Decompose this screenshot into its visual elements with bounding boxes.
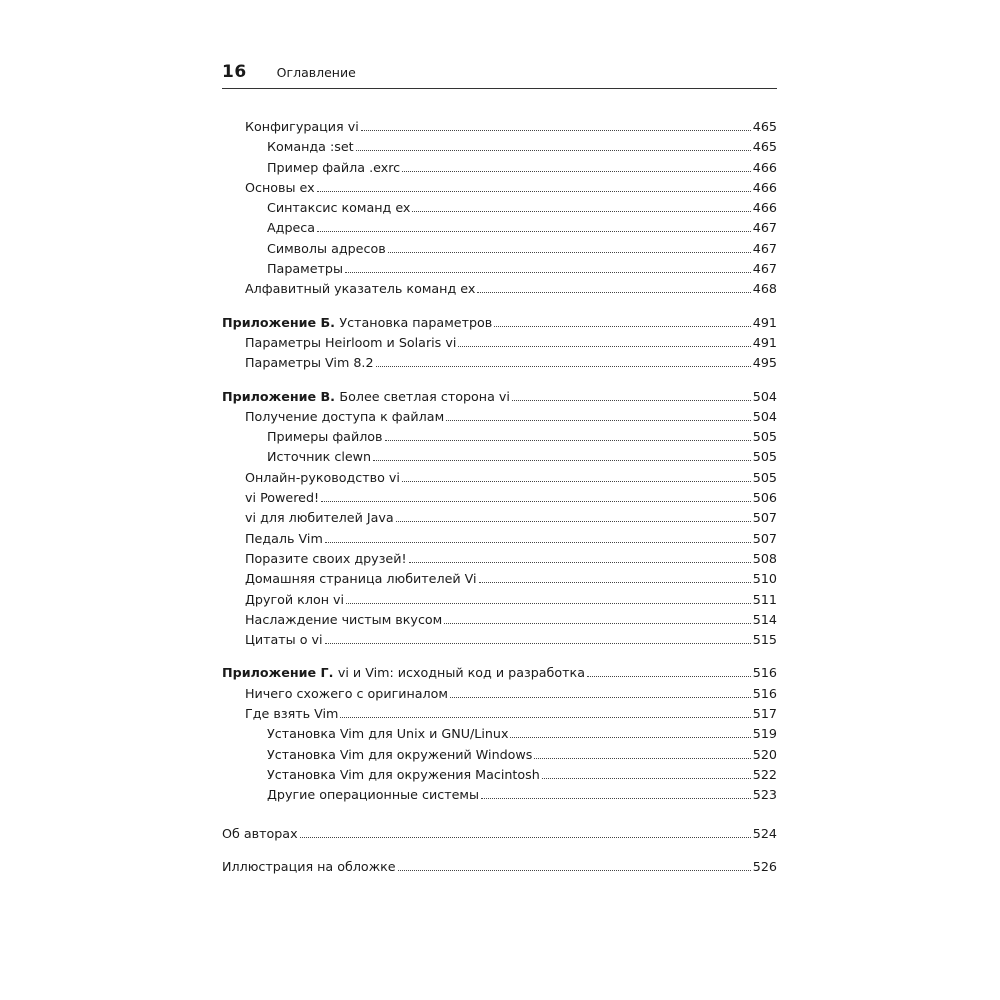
toc-entry-title: Пример файла .exrc: [267, 159, 401, 175]
toc-entry: [222, 158, 777, 178]
toc-page-number: 504: [752, 408, 777, 424]
toc-entry: [222, 427, 777, 447]
dot-leader: [402, 171, 751, 172]
toc-page-number: 506: [752, 490, 777, 506]
dot-leader: [534, 758, 750, 759]
toc-entry: [222, 387, 777, 407]
toc-entry-title: Получение доступа к файлам: [245, 408, 445, 424]
toc-entry-title: Параметры Vim 8.2: [245, 355, 374, 371]
toc-page-number: 510: [752, 571, 777, 587]
dot-leader: [481, 798, 751, 799]
toc-page-number: 466: [752, 159, 777, 175]
dot-leader: [402, 481, 751, 482]
toc-entry-title: Конфигурация vi: [245, 119, 359, 134]
toc-page-number: 522: [752, 766, 777, 782]
dot-leader: [356, 150, 751, 151]
dot-leader: [444, 623, 751, 624]
toc-entry-title: Онлайн-руководство vi: [245, 469, 400, 485]
dot-leader: [388, 252, 751, 253]
toc-entry: [222, 724, 777, 744]
dot-leader: [346, 603, 751, 604]
toc-entry: [222, 259, 777, 279]
toc-page-number: 516: [752, 685, 777, 701]
toc-entry: [222, 857, 777, 877]
dot-leader: [494, 326, 751, 327]
dot-leader: [385, 440, 751, 441]
toc-entry-label: Приложение Б.: [222, 314, 340, 330]
toc-entry: [222, 137, 777, 157]
toc-entry: [222, 488, 777, 508]
toc-entry: [222, 529, 777, 549]
toc-page-number: 515: [752, 632, 777, 648]
toc-entry-title: Цитаты о vi: [245, 632, 323, 648]
toc-entry: [222, 663, 777, 683]
toc-entry-title: Установка Vim для окружения Macintosh: [267, 766, 540, 782]
toc-page-number: 466: [752, 200, 777, 216]
toc-page-number: 511: [752, 591, 777, 607]
toc-entry-title: vi Powered!: [245, 490, 320, 506]
dot-leader: [587, 676, 751, 677]
toc-page-number: 504: [752, 388, 777, 404]
toc-entry-title: Иллюстрация на обложке: [222, 858, 396, 874]
dot-leader: [373, 460, 751, 461]
toc-page-number: 466: [752, 179, 777, 195]
toc-page-number: 505: [752, 449, 777, 465]
dot-leader: [361, 130, 751, 131]
toc-page-number: 491: [752, 334, 777, 350]
toc-entry: [222, 745, 777, 765]
toc-page-number: 495: [752, 355, 777, 371]
toc-entry-title: Параметры: [267, 261, 343, 277]
dot-leader: [409, 562, 751, 563]
toc-entry: [222, 785, 777, 805]
toc-page-number: 465: [752, 119, 777, 134]
toc-entry-title: Об авторах: [222, 825, 298, 841]
toc-entry-title: vi для любителей Java: [245, 510, 394, 526]
toc-entry: [222, 630, 777, 650]
dot-leader: [477, 292, 750, 293]
toc-entry-title: Ничего схожего с оригиналом: [245, 685, 448, 701]
toc-entry-title: Синтаксис команд ex: [267, 200, 411, 216]
toc-entry: [222, 468, 777, 488]
toc-page-number: 505: [752, 469, 777, 485]
toc-entry-title: Адреса: [267, 220, 316, 236]
toc-entry: [222, 333, 777, 353]
toc-page-number: 516: [752, 665, 777, 681]
toc-entry: [222, 610, 777, 630]
dot-leader: [325, 643, 751, 644]
toc-entry-title: Где взять Vim: [245, 706, 339, 722]
dot-leader: [450, 697, 751, 698]
dot-leader: [412, 211, 750, 212]
dot-leader: [510, 737, 750, 738]
toc-entry: [222, 407, 777, 427]
toc-page-number: 523: [752, 787, 777, 803]
toc-page-number: 491: [752, 314, 777, 330]
toc-page-number: 526: [752, 858, 777, 874]
toc-entry-title: Другой клон vi: [245, 591, 345, 607]
toc-page-number: 514: [752, 611, 777, 627]
toc-page-number: 467: [752, 220, 777, 236]
toc-entry-title: Педаль Vim: [245, 530, 323, 546]
dot-leader: [398, 870, 751, 871]
toc-page-number: 519: [752, 726, 777, 742]
dot-leader: [325, 542, 751, 543]
toc-page-number: 505: [752, 429, 777, 445]
dot-leader: [321, 501, 751, 502]
toc-page-number: 507: [752, 530, 777, 546]
toc-entry-title: Установка Vim для Unix и GNU/Linux: [267, 726, 509, 742]
toc-entry-title: Команда :set: [267, 139, 354, 155]
toc-entry-label: Приложение В.: [222, 388, 340, 404]
toc-entry: [222, 590, 777, 610]
dot-leader: [376, 366, 751, 367]
toc-entry-title: Установка Vim для окружений Windows: [267, 746, 533, 762]
toc-entry-title: Источник clewn: [267, 449, 372, 465]
toc-entry: [222, 198, 777, 218]
toc-entry: [222, 313, 777, 333]
toc-page-number: 524: [752, 825, 777, 841]
toc-page-number: 468: [752, 281, 777, 297]
toc-entry: [222, 279, 777, 299]
toc-entry-label: Приложение Г.: [222, 665, 338, 681]
dot-leader: [458, 346, 750, 347]
toc-entry-title: Более светлая сторона vi: [339, 388, 510, 404]
toc-entry: [222, 508, 777, 528]
toc-page-number: 520: [752, 746, 777, 762]
toc-entry-title: Наслаждение чистым вкусом: [245, 611, 443, 627]
dot-leader: [317, 231, 751, 232]
toc-entry: [222, 824, 777, 844]
toc-entry: [222, 447, 777, 467]
toc-page-number: 517: [752, 706, 777, 722]
toc-entry-title: Домашняя страница любителей Vi: [245, 571, 477, 587]
toc-entry-title: Параметры Heirloom и Solaris vi: [245, 334, 457, 350]
dot-leader: [345, 272, 751, 273]
toc-entry: [222, 704, 777, 724]
running-title: Оглавление: [276, 65, 356, 80]
toc-entry: [222, 178, 777, 198]
toc-entry-title: Другие операционные системы: [267, 787, 479, 803]
toc-page-number: 507: [752, 510, 777, 526]
toc-entry-title: vi и Vim: исходный код и разработка: [337, 665, 585, 681]
toc-page-number: 465: [752, 139, 777, 155]
toc-entry-title: Поразите своих друзей!: [245, 550, 407, 566]
toc-entry: [222, 549, 777, 569]
toc-page-number: 508: [752, 550, 777, 566]
dot-leader: [542, 778, 751, 779]
toc-entry-title: Примеры файлов: [267, 429, 383, 445]
dot-leader: [479, 582, 751, 583]
toc-entry: [222, 239, 777, 259]
table-of-contents: [222, 117, 777, 877]
toc-page-number: 467: [752, 240, 777, 256]
page-header: [222, 62, 777, 89]
toc-entry-title: Основы ex: [245, 179, 315, 195]
dot-leader: [317, 191, 751, 192]
dot-leader: [512, 400, 751, 401]
dot-leader: [396, 521, 751, 522]
toc-entry: [222, 353, 777, 373]
toc-entry: [222, 569, 777, 589]
toc-entry-title: Установка параметров: [339, 314, 493, 330]
dot-leader: [300, 837, 751, 838]
page-number: 16: [222, 62, 247, 82]
toc-entry: [222, 117, 777, 137]
toc-entry-title: Символы адресов: [267, 240, 386, 256]
dot-leader: [446, 420, 751, 421]
toc-entry: [222, 684, 777, 704]
toc-entry: [222, 218, 777, 238]
dot-leader: [340, 717, 750, 718]
toc-page-number: 467: [752, 261, 777, 277]
toc-entry-title: Алфавитный указатель команд ex: [245, 281, 476, 297]
toc-entry: [222, 765, 777, 785]
